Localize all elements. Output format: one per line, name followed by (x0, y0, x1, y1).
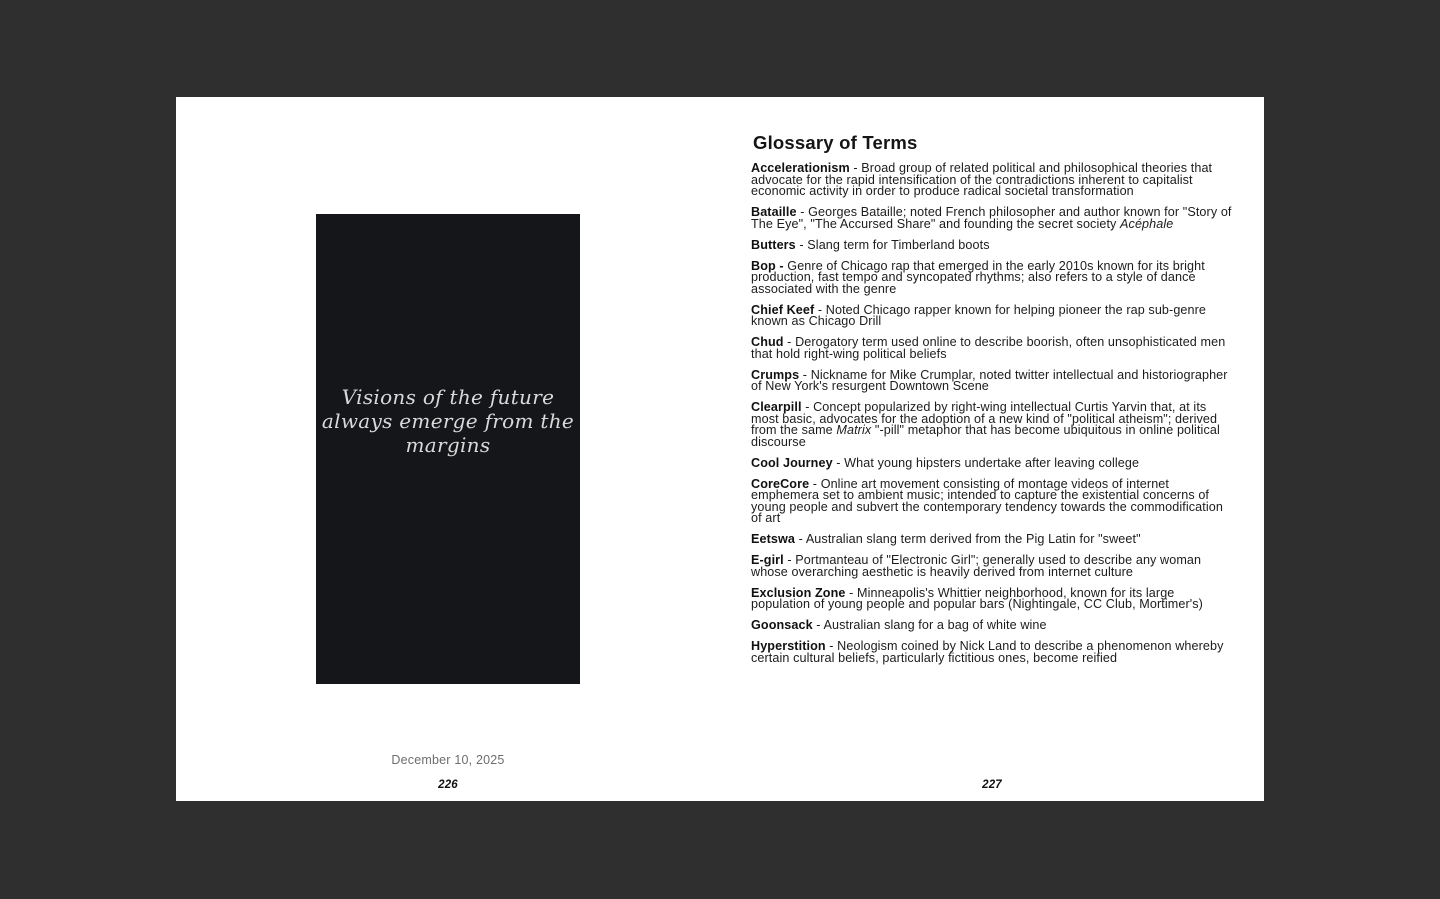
quote-line: margins (405, 433, 491, 457)
page-right (720, 97, 1264, 801)
definition-text: Georges Bataille; noted French philosopher and author known for "Story of The Eye", "The Accursed Share" and founding the secret society (751, 205, 1232, 231)
quote-line: Visions of the future (341, 385, 555, 409)
glossary-entry: CoreCore - Online art movement consisting of montage videos of internet emphemera set to ambient music; intended to capture the existential concerns of young people and subvert the contemporary tendency towards the commodification of art (751, 476, 1223, 525)
definition-text: Online art movement consisting of montage videos of internet emphemera set to ambient music; intended to capture the existential concerns of young people and subvert the contemporary tendency towards the commodification of art (751, 476, 1223, 525)
glossary-term: CoreCore (751, 476, 810, 491)
glossary-term: Eetswa (751, 532, 796, 546)
glossary-entry: Accelerationism - Broad group of related political and philosophical theories that advocate for the rapid intensification of the contradictions inherent to capitalist economic activity in order to produce radical societal transformation (751, 161, 1213, 198)
glossary-term: Clearpill (751, 400, 802, 414)
date-line: December 10, 2025 (391, 753, 505, 767)
glossary-entry (751, 258, 1237, 296)
glossary-term: Hyperstition (751, 639, 826, 653)
glossary-entry: Crumps - Nickname for Mike Crumplar, noted twitter intellectual and historiographer of New York's resurgent Downtown Scene (751, 367, 1228, 393)
glossary-term: Butters (751, 237, 796, 252)
definition-text: Slang term for Timberland boots (807, 237, 990, 252)
glossary-term: Goonsack (751, 618, 813, 632)
quote-box (316, 214, 580, 684)
page-number-right: 227 (982, 779, 1002, 791)
definition-text: Derogatory term used online to describe boorish, often unsophisticated men that hold right-wing political beliefs (751, 335, 1226, 361)
glossary-entry: Cool Journey - What young hipsters undertake after leaving college (751, 455, 1140, 470)
glossary-entry: Bataille - Georges Bataille; noted French philosopher and author known for "Story of The Eye", "The Accursed Share" and founding the secret society Acéphale (751, 205, 1232, 231)
definition-italic-text: Acéphale (1120, 216, 1174, 231)
page-number-left: 226 (438, 779, 458, 791)
quote-line: always emerge from the (321, 409, 575, 433)
glossary-term: Bop - (751, 258, 784, 273)
page-spread (176, 97, 1264, 801)
glossary-entry: Hyperstition - Neologism coined by Nick Land to describe a phenomenon whereby certain cultural beliefs, particularly fictitious ones, become reified (751, 639, 1224, 665)
definition-text: Noted Chicago rapper known for helping pioneer the rap sub-genre known as Chicago Drill (751, 302, 1207, 328)
glossary-entry: E-girl - Portmanteau of "Electronic Girl"; generally used to describe any woman whose overarching aesthetic is heavily derived from internet culture (751, 553, 1202, 579)
definition-text: Nickname for Mike Crumplar, noted twitter intellectual and historiographer of New York's resurgent Downtown Scene (751, 367, 1228, 393)
glossary-term: E-girl (751, 553, 784, 567)
definition-text: Neologism coined by Nick Land to describe a phenomenon whereby certain cultural beliefs, particularly fictitious ones, become reified (751, 639, 1224, 665)
glossary-entry: Clearpill - Concept popularized by right-wing intellectual Curtis Yarvin that, at its most basic, advocates for the adoption of a new kind of "political atheism"; derived from the same Matrix "-pill" metaphor that has become ubiquitous in online political discourse (751, 400, 1220, 449)
glossary-term: Chud (751, 335, 784, 349)
definition-text: Broad group of related political and philosophical theories that advocate for the rapid intensification of the contradictions inherent to capitalist economic activity in order to produce radical societal transformation (751, 161, 1213, 198)
definition-text: What young hipsters undertake after leaving college (844, 455, 1140, 470)
glossary-title: Glossary of Terms (753, 132, 918, 153)
glossary-entry: Butters - Slang term for Timberland boots (751, 237, 990, 252)
definition-text: Australian slang term derived from the Pig Latin for "sweet" (805, 532, 1141, 546)
definition-text: "-pill" metaphor that has become ubiquitous in online political discourse (751, 423, 1220, 449)
glossary-term: Cool Journey (751, 455, 833, 470)
glossary-entry: Goonsack - Australian slang for a bag of white wine (751, 618, 1047, 632)
glossary-entry: Exclusion Zone - Minneapolis's Whittier neighborhood, known for its large population of young people and popular bars (Nightingale, CC Club, Mortimer's) (751, 585, 1203, 611)
glossary-term: Accelerationism (751, 161, 850, 175)
definition-italic-text: Matrix (836, 423, 872, 437)
definition-text: Concept popularized by right-wing intellectual Curtis Yarvin that, at its most basic, advocates for the adoption of a new kind of "political atheism"; derived from the same (751, 400, 1218, 437)
page-left (176, 97, 720, 801)
glossary-entry: Eetswa - Australian slang term derived from the Pig Latin for "sweet" (751, 532, 1141, 546)
glossary-term: Bataille (751, 205, 797, 219)
definition-text: Minneapolis's Whittier neighborhood, known for its large population of young people and popular bars (Nightingale, CC Club, Mortimer's) (751, 585, 1203, 611)
glossary-entry: Chud - Derogatory term used online to describe boorish, often unsophisticated men that hold right-wing political beliefs (751, 335, 1226, 361)
quote-text (322, 385, 574, 457)
definition-text: Australian slang for a bag of white wine (823, 618, 1047, 632)
definition-text: Portmanteau of "Electronic Girl"; generally used to describe any woman whose overarching aesthetic is heavily derived from internet culture (751, 553, 1202, 579)
glossary-list (751, 163, 1237, 674)
glossary-term: Exclusion Zone (751, 585, 846, 600)
glossary-term: Chief Keef (751, 302, 815, 317)
glossary-term: Crumps (751, 367, 800, 382)
definition-text: Genre of Chicago rap that emerged in the early 2010s known for its bright production, fast tempo and syncopated rhythms; also refers to a style of dance associated with the genre (751, 258, 1205, 296)
glossary-entry: Chief Keef - Noted Chicago rapper known for helping pioneer the rap sub-genre known as Chicago Drill (751, 302, 1207, 328)
